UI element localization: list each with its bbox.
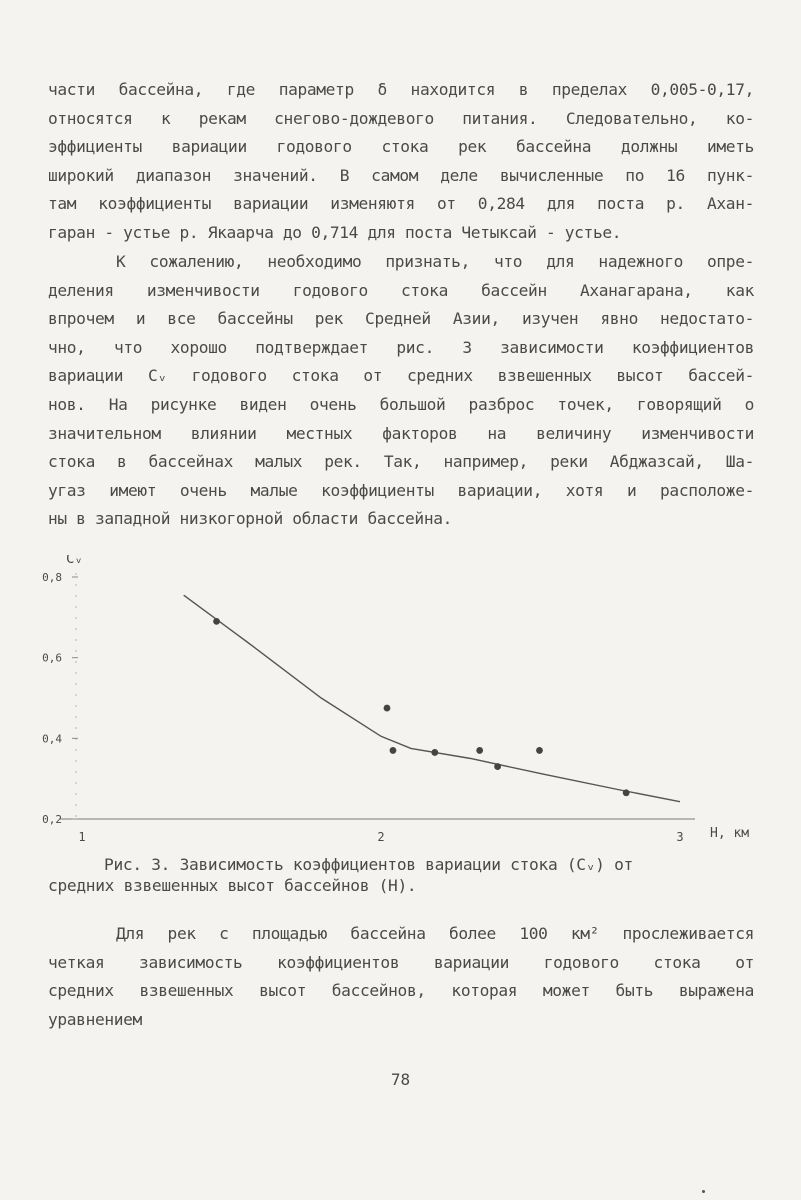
y-tick-label: 0,2 (42, 813, 62, 826)
y-tick-label: 0,8 (42, 571, 62, 584)
data-point (390, 747, 397, 754)
text-line: нов. На рисунке виден очень большой разброс точек, говорящий о (48, 394, 754, 414)
page-number: 78 (390, 1070, 411, 1089)
chart-trend-group (184, 595, 680, 802)
data-point (476, 747, 483, 754)
chart-points-group (213, 618, 629, 796)
text-line: К сожалению, необходимо признать, что для надежного опре- (116, 252, 754, 271)
text-line: части бассейна, где параметр δ находится в пределах 0,005-0,17, (48, 80, 754, 99)
text-line: чно, что хорошо подтверждает рис. 3 зависимости коэффициентов (48, 337, 754, 357)
text-line: деления изменчивости годового стока бассейн Аханагарана, как (48, 280, 754, 300)
text-line: стока в бассейнах малых рек. Так, например, реки Абджазсай, Ша- (48, 452, 754, 472)
text-line: впрочем и все бассейны рек Средней Азии, изучен явно недостато- (48, 309, 754, 329)
text-line: гаран - устье р. Якаарча до 0,714 для поста Четыксай - устье. (48, 222, 622, 242)
data-point (431, 749, 438, 756)
trend-curve (184, 595, 680, 802)
text-line: ны в западной низкогорной области бассейна. (48, 509, 453, 529)
data-point (536, 747, 543, 754)
x-tick-label: 1 (78, 830, 86, 844)
paragraph-3 (48, 920, 754, 1034)
data-point (494, 763, 501, 770)
text-line: уравнением (48, 1009, 142, 1029)
data-point (213, 618, 220, 625)
y-tick-label: 0,6 (42, 651, 62, 665)
data-point (623, 789, 630, 796)
y-tick-label: 0,4 (42, 732, 62, 746)
data-point (384, 705, 391, 712)
print-speck (702, 1190, 705, 1193)
x-tick-label: 2 (377, 830, 385, 844)
text-line: средних взвешенных высот бассейнов, которая может быть выражена (48, 981, 754, 1001)
chart-labels-group (42, 555, 749, 844)
x-axis-label: Н, км (710, 826, 750, 841)
figure-caption (48, 854, 768, 896)
text-line: относятся к рекам снегово-дождевого питания. Следовательно, ко- (48, 108, 754, 128)
text-line: эффициенты вариации годового стока рек бассейна должны иметь (48, 137, 754, 157)
caption-line-2: средних взвешенных высот бассейнов (Н). (48, 876, 417, 895)
caption-line-1: Рис. 3. Зависимость коэффициентов вариации стока (Cᵥ) от (104, 855, 633, 874)
text-line: Для рек с площадью бассейна более 100 км² прослеживается (116, 924, 754, 943)
text-line: вариации Cᵥ годового стока от средних взвешенных высот бассей- (48, 366, 754, 386)
paragraph-2 (48, 248, 754, 534)
chart-axes (60, 573, 695, 819)
text-line: там коэффициенты вариации изменяютя от 0,284 для поста р. Ахан- (48, 194, 754, 214)
text-line: четкая зависимость коэффициентов вариации годового стока от (48, 952, 754, 972)
text-line: значительном влиянии местных факторов на величину изменчивости (48, 423, 754, 443)
x-tick-label: 3 (676, 830, 684, 844)
text-line: угаз имеют очень малые коэффициенты вариации, хотя и расположе- (48, 480, 754, 500)
figure-3 (20, 555, 780, 855)
text-line: широкий диапазон значений. В самом деле вычисленные по 16 пунк- (48, 165, 754, 185)
chart-svg (20, 555, 780, 855)
y-axis-label: Cᵥ (66, 555, 83, 567)
paragraph-1 (48, 76, 754, 248)
